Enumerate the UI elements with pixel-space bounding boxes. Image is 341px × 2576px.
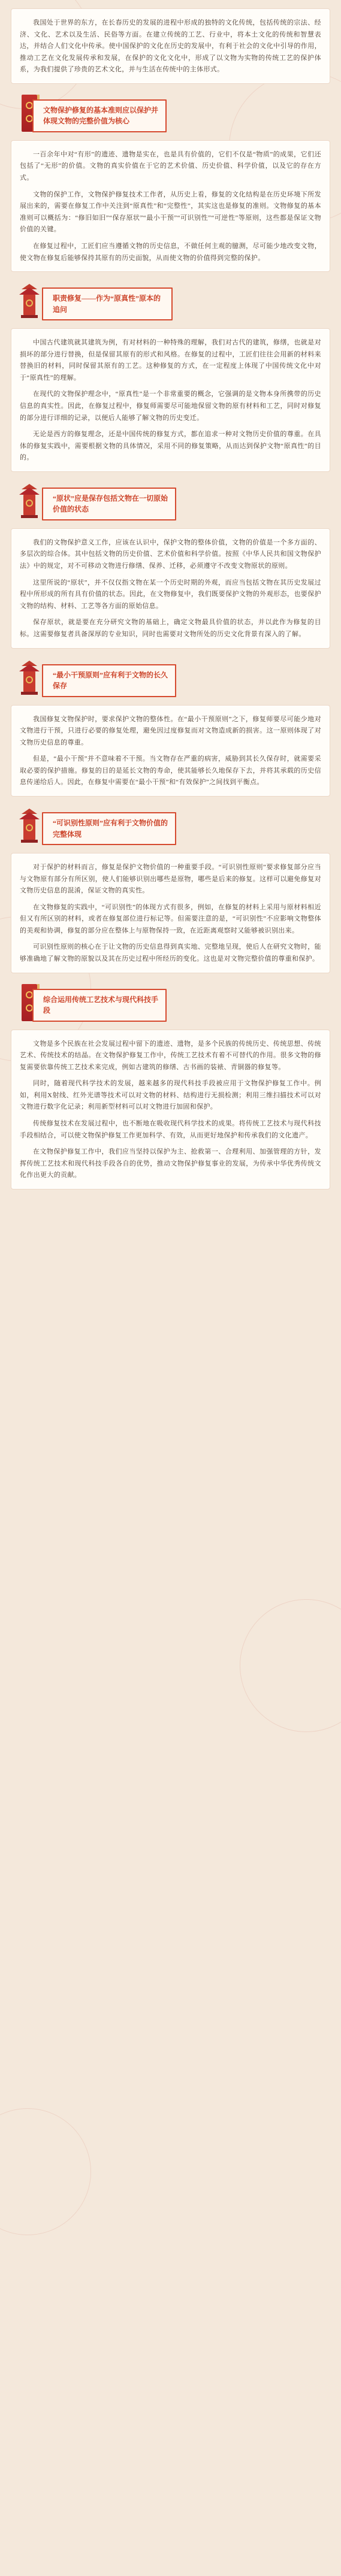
- section-paragraph: 同时，随着现代科学技术的发展，越来越多的现代科技手段被应用于文物保护修复工作中。例如，利用X射线、红外光谱等技术可以对文物的材料、结构进行无损检测；利用三维扫描技术可以对文物进行数字化记录；利用新型材料可以对文物进行加固和保护。: [20, 1080, 321, 1111]
- section-paragraph: 在现代的文物保护理念中，“原真性”是一个非常重要的概念，它强调的是文物本身所携带的历史信息的真实性。因此，在修复过程中，修复师需要尽可能地保留文物的原有材料和工艺，同时对修复的部分进行详细的记录，以便后人能够了解文物的历史变迁。: [20, 391, 321, 422]
- section-title-text: “可识别性原则”应有利于文物价值的完整体现: [53, 818, 168, 839]
- section-title-text: “最小干预原则”应有利于文物的长久保存: [53, 670, 168, 691]
- section-paragraph: 一百余年中对“有形”的遗迹、遗物是实在，也是具有价值的，它们不仅是“物质”的成果，它们还包括了“无形”的价值。文物的真实价值在于它的艺术价值、历史价值、科学价值，以及它的存在方式。: [20, 150, 321, 182]
- section-title: [32, 99, 167, 132]
- section-heading-2: [11, 283, 330, 320]
- section-title: [42, 664, 176, 697]
- section-paragraph: 可识别性原则的核心在于让文物的历史信息得到真实地、完整地呈现，使后人在研究文物时，能够准确地了解文物的原貌以及其在历史过程中所经历的变化。这也是对文物完整价值的尊重和保护。: [20, 943, 321, 963]
- section-title: [42, 488, 176, 520]
- section-title: [32, 989, 167, 1022]
- section-6-card: [11, 1030, 330, 1189]
- section-paragraph: 保存原状，就是要在充分研究文物的基础上，确定文物最具价值的状态，并以此作为修复的目标。这需要修复者具备深厚的专业知识，同时也需要对文物所处的历史文化背景有深入的了解。: [20, 619, 321, 638]
- section-paragraph: 在文物修复的实践中，“可识别性”的体现方式有很多，例如，在修复的材料上采用与原材料相近但又有所区别的材料，或者在修复部位进行标记等。但需要注意的是，“可识别性”不应影响文物整体的美观和协调，修复的部分应在整体上与原物保持一致，在近距离观察时又能够被识别出来。: [20, 903, 321, 934]
- section-paragraph: 在文物保护修复工作中，我们应当坚持以保护为主、抢救第一、合理利用、加强管理的方针，发挥传统工艺技术和现代科技手段各自的优势，推动文物保护修复事业的发展，为传承中华优秀传统文化作出更大的贡献。: [20, 1148, 321, 1179]
- section-paragraph: 中国古代建筑就其建筑为例，有对材料的一种特殊的理解，我们对古代的建筑，修缮，也就是对损坏的部分进行替换，但是保留其原有的形式和风格。在修复的过程中，工匠们往往会用新的材料来替换旧的材料，同时保留其原有的工艺。这种修复的方式，在一定程度上体现了中国传统文化中对于“原真性”的理解。: [20, 339, 321, 382]
- section-paragraph: 传统修复技术在发展过程中，也不断地在吸收现代科学技术的成果。将传统工艺技术与现代科技手段相结合，可以使文物保护修复工作更加科学、有效，从而更好地保护和传承我们的文化遗产。: [20, 1120, 321, 1139]
- intro-card: [11, 8, 330, 84]
- section-heading-5: [11, 807, 330, 844]
- pavilion-icon: [19, 809, 40, 844]
- section-5-card: [11, 853, 330, 973]
- section-title-text: 综合运用传统工艺技术与现代科技手段: [43, 995, 159, 1015]
- section-paragraph: 文物是多个民族在社会发展过程中留下的遗迹、遗物，是多个民族的传统历史、传统思想、传统艺术、传统技术的结晶。在文物保护修复工作中，传统工艺技术有着不可替代的作用。很多文物的修复需要依靠传统工艺技术来完成，例如古建筑的修缮、古书画的装裱、青铜器的修复等。: [20, 1040, 321, 1071]
- section-3-card: [11, 528, 330, 649]
- section-heading-4: [11, 659, 330, 697]
- section-4-card: [11, 705, 330, 797]
- section-paragraph: 我国修复文物保护时，要求保护文物的整体性。在“最小干预原则”之下，修复师要尽可能少地对文物进行干预，只进行必要的修复处理，避免因过度修复而对文物造成新的损害。这一原则体现了对文物历史信息的尊重。: [20, 715, 321, 746]
- section-title: [42, 287, 173, 320]
- section-title-text: “原状”应是保存包括文物在一切原始价值的状态: [53, 494, 168, 514]
- section-paragraph: 无论是西方的修复理念，还是中国传统的修复方式，都在追求一种对文物历史价值的尊重。在具体的修复实践中，需要根据文物的具体情况，采用不同的修复策略，从而达到保护文物“原真性”的目的。: [20, 431, 321, 462]
- section-title-text: 文物保护修复的基本准则应以保护并体现文物的完整价值为核心: [43, 105, 159, 126]
- section-heading-6: [11, 984, 330, 1021]
- background-circle: [240, 1599, 341, 1732]
- section-1-card: [11, 140, 330, 272]
- pavilion-icon: [19, 661, 40, 697]
- section-paragraph: 在修复过程中，工匠们应当遵循文物的历史信息，不做任何主观的臆测，尽可能少地改变文物，使文物在修复后能够保持其原有的历史面貌，从而使文物的价值得到完整的保护。: [20, 242, 321, 262]
- pavilion-icon: [19, 284, 40, 320]
- background-circle: [0, 2108, 91, 2235]
- section-paragraph: 文物的保护工作，文物保护修复技术工作者，从历史上看，修复的文化结构是在历史环境下所发展出来的，需要在修复工作中关注到“原真性”和“完整性”，其实这也是修复的准则。文物修复的基本准则可以概括为：“修旧如旧”“保存原状”“最小干预”“可识别性”“可逆性”等原则，这些都是保证文物价值的关键。: [20, 190, 321, 234]
- intro-paragraph: 我国处于世界的东方，在长春历史的发展的进程中形成的独特的文化传统，包括传统的宗法、经济、文化、艺术以及生活、民俗等方面。在建立传统的工艺、行业中，将本土文化的传统和智慧表达，并结合人们文化中传承。使中国保护的文化在历史的发展中，有利于社会的文化中引导的作用，推动工艺在文化发展传承和发展，在保护的文化文化中，形成了以文物为实物的传统工艺的保护体系，为我们提供了珍贵的艺术文化，并与生活在传统中的主体形式。: [20, 19, 321, 74]
- section-paragraph: 对于保护的材料而言，修复是保护文物价值的一种重要手段。“可识别性原则”要求修复部分应当与文物原有部分有所区别，使人们能够识别出哪些是原物，哪些是后来的修复。这样可以避免修复对文物历史信息的混淆，保证文物的真实性。: [20, 863, 321, 895]
- section-paragraph: 我们的文物保护意义工作，应该在认识中，保护文物的整体价值，文物的价值是一个多方面的、多层次的综合体。其中包括文物的历史价值、艺术价值和科学价值。按照《中华人民共和国文物保护法》中的规定，对不可移动文物进行修缮、保养、迁移，必须遵守不改变文物原状的原则。: [20, 538, 321, 570]
- pavilion-icon: [19, 484, 40, 520]
- section-title-text: 职责修复——作为“原真性”原本的追问: [53, 294, 161, 314]
- section-paragraph: 这里所说的“原状”，并不仅仅指文物在某一个历史时期的外观，而应当包括文物在其历史发展过程中所形成的所有具有价值的状态。因此，在文物修复中，我们既要保护文物的外观形态，也要保护文物的结构、材料、工艺等各方面的原始信息。: [20, 579, 321, 610]
- section-heading-1: [11, 95, 330, 132]
- section-paragraph: 但是，“最小干预”并不意味着不干预。当文物存在严重的病害，威胁到其长久保存时，就需要采取必要的保护措施。修复的目的是延长文物的寿命，使其能够长久地保存下去，并将其承载的历史信息传递给后人。因此，在修复中需要在“最小干预”和“有效保护”之间找到平衡点。: [20, 755, 321, 786]
- section-heading-3: [11, 483, 330, 520]
- section-2-card: [11, 328, 330, 472]
- section-title: [42, 812, 176, 845]
